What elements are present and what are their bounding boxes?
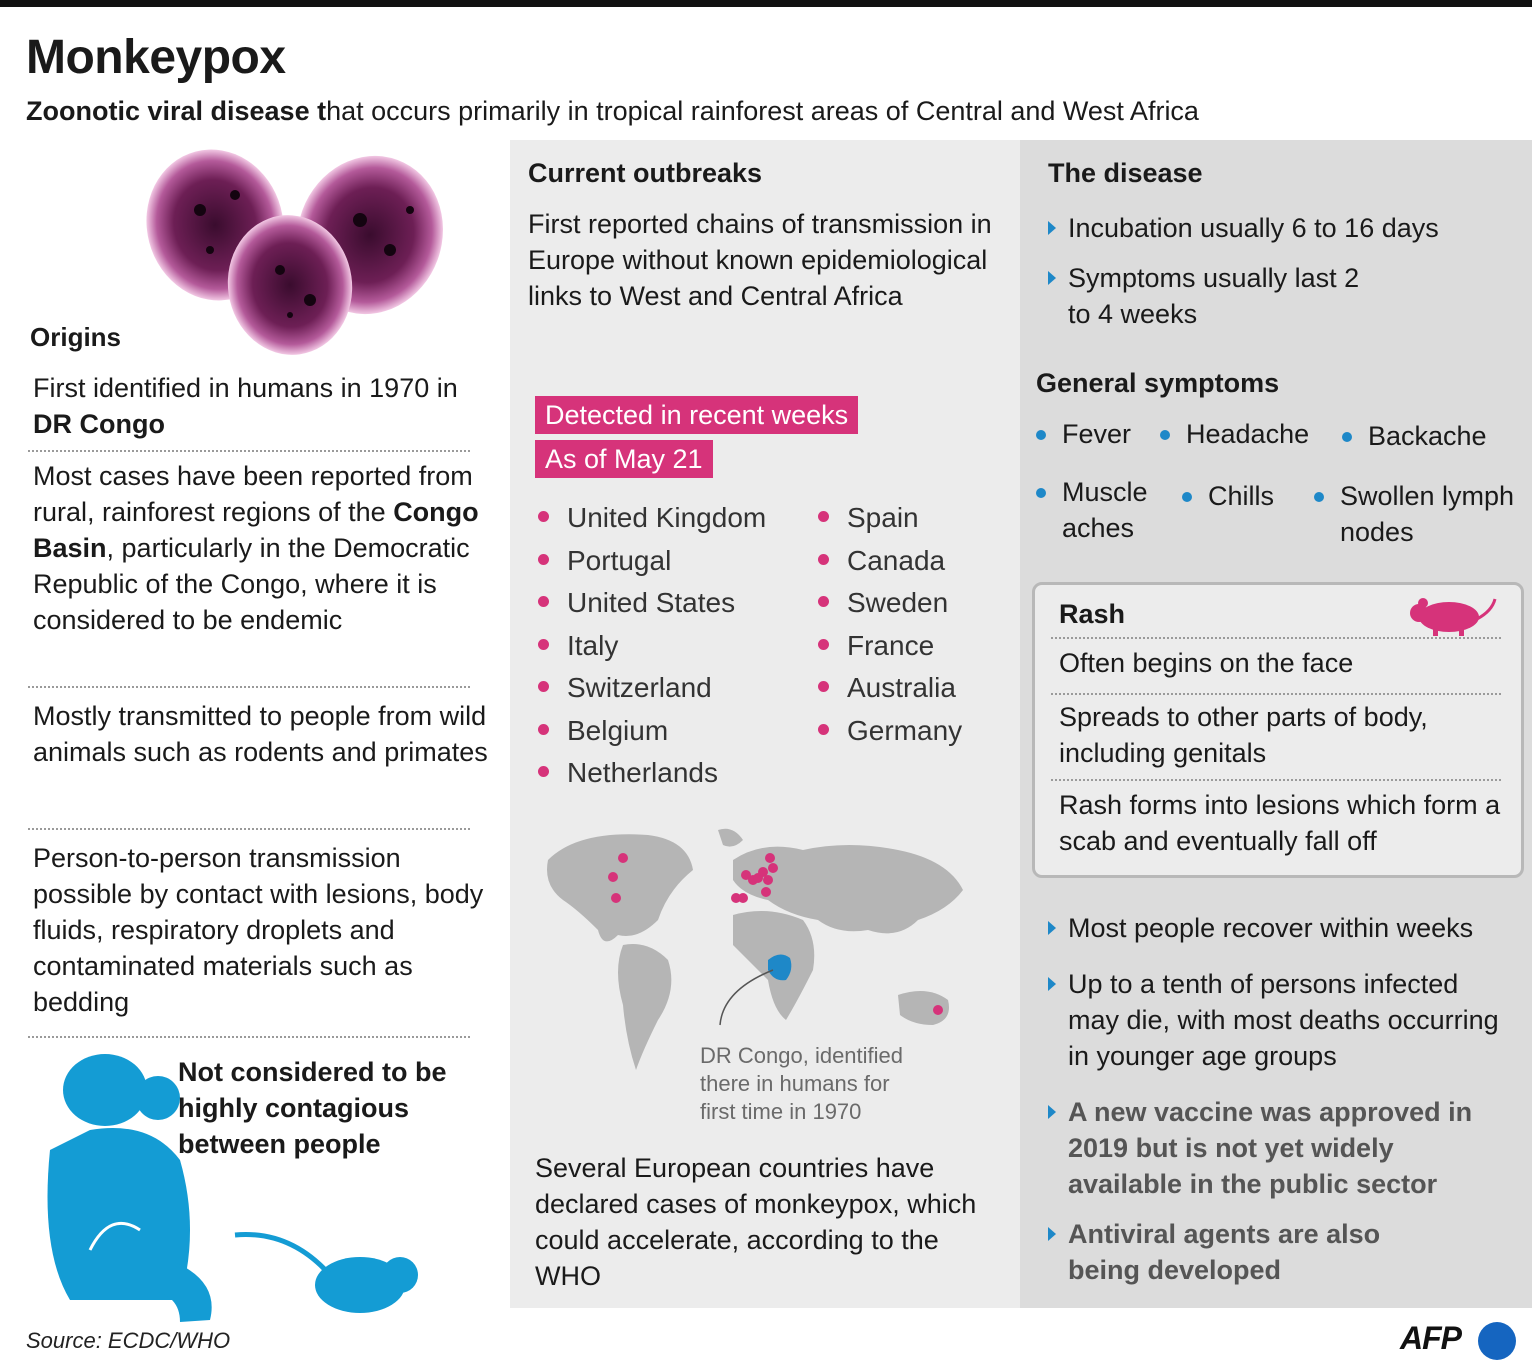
divider — [1051, 693, 1501, 695]
country-name: Belgium — [567, 714, 669, 746]
country-name: United Kingdom — [567, 502, 767, 533]
bullet-icon — [538, 681, 549, 692]
country-name: Germany — [847, 714, 963, 746]
outbreaks-heading: Current outbreaks — [528, 158, 763, 188]
disease-heading: The disease — [1048, 158, 1203, 188]
origins-para-4: Person-to-person transmission possible by contact with lesions, body fluids, respiratory droplets and contaminated materials such as bedding — [33, 843, 484, 1017]
divider — [1051, 779, 1501, 781]
origins-para-1-text: First identified in humans in 1970 in — [33, 373, 458, 403]
country-item — [538, 630, 618, 662]
origins-para-2 — [33, 458, 503, 638]
bullet-icon — [818, 724, 829, 735]
disease-item-incubation: Incubation usually 6 to 16 days — [1048, 210, 1528, 246]
subtitle-bold: Zoonotic viral disease t — [26, 96, 327, 126]
country-item — [538, 587, 735, 619]
country-name: Switzerland — [567, 672, 712, 703]
outcome-recovery: Most people recover within weeks — [1048, 910, 1528, 946]
country-name: France — [847, 629, 935, 661]
country-item — [538, 672, 712, 704]
treatment-vaccine: A new vaccine was approved in 2019 but is not yet widely available in the public sector — [1048, 1094, 1508, 1202]
country-item — [818, 587, 948, 619]
page-subtitle — [26, 96, 1199, 127]
symptom-backache: Backache — [1342, 418, 1487, 454]
country-item — [538, 757, 718, 789]
bullet-icon — [538, 554, 549, 565]
bullet-icon — [818, 639, 829, 650]
country-item — [818, 630, 934, 662]
country-item — [538, 715, 668, 747]
country-item — [818, 715, 962, 747]
rash-line-1: Often begins on the face — [1059, 648, 1354, 678]
origins-para-2-before: Most cases have been reported from rural, rainforest regions of the — [33, 461, 473, 527]
symptoms-heading: General symptoms — [1036, 368, 1280, 398]
country-name: Portugal — [567, 544, 672, 576]
symptom-fever: Fever — [1036, 416, 1131, 452]
country-name: Netherlands — [567, 757, 718, 788]
outcome-mortality: Up to a tenth of persons infected may die, with most deaths occurring in younger age groups — [1048, 966, 1508, 1074]
rodent-icon — [1407, 591, 1501, 637]
subtitle-rest: hat occurs primarily in tropical rainforest areas of Central and West Africa — [326, 96, 1199, 126]
country-item — [538, 545, 671, 577]
origins-para-2-after: , particularly in the Democratic Republic of the Congo, where it is considered to be endemic — [33, 533, 470, 635]
outbreaks-intro: First reported chains of transmission in Europe without known epidemiological links to West and Central Africa — [528, 209, 992, 311]
country-name: Sweden — [847, 587, 949, 618]
country-item — [818, 545, 945, 577]
top-bar — [0, 0, 1532, 7]
bullet-icon — [818, 554, 829, 565]
tag-detected: Detected in recent weeks — [535, 396, 858, 434]
divider — [28, 686, 470, 688]
afp-logo-dot — [1478, 1322, 1516, 1360]
rash-heading: Rash — [1059, 599, 1126, 629]
disease-item-duration: Symptoms usually last 2 to 4 weeks — [1048, 260, 1378, 332]
tag-date: As of May 21 — [535, 440, 713, 478]
country-item — [818, 502, 919, 534]
current-outbreaks-panel — [510, 140, 1020, 1308]
virus-particles-illustration — [140, 140, 450, 360]
bullet-icon — [818, 511, 829, 522]
origins-para-2-bold: Congo Basin — [33, 497, 479, 563]
map-note: DR Congo, identified there in humans for first time in 1970 — [700, 1043, 904, 1124]
page-title: Monkeypox — [26, 31, 286, 84]
contagious-note — [178, 1054, 478, 1162]
divider — [28, 828, 470, 830]
origins-para-1-bold: DR Congo — [33, 409, 165, 439]
contagious-text: Not considered to be highly contagious between people — [178, 1057, 447, 1159]
rash-line-2: Spreads to other parts of body, including genitals — [1059, 702, 1428, 768]
bullet-icon — [538, 639, 549, 650]
country-name: Canada — [847, 544, 946, 576]
rash-box — [1032, 582, 1524, 878]
country-name: Spain — [847, 502, 919, 533]
disease-panel — [1020, 140, 1532, 1308]
source-note: Source: ECDC/WHO — [26, 1328, 231, 1353]
bullet-icon — [538, 511, 549, 522]
bullet-icon — [538, 766, 549, 777]
bullet-icon — [538, 596, 549, 607]
symptom-chills: Chills — [1182, 478, 1274, 514]
symptom-muscle-aches: Muscle aches — [1036, 474, 1182, 546]
origins-para-3: Mostly transmitted to people from wild animals such as rodents and primates — [33, 701, 488, 767]
afp-logo: AFP — [1400, 1320, 1461, 1356]
divider — [1051, 637, 1501, 639]
bullet-icon — [818, 596, 829, 607]
divider — [28, 450, 470, 452]
country-item — [538, 502, 766, 534]
bullet-icon — [818, 681, 829, 692]
rash-line-3: Rash forms into lesions which form a scab and eventually fall off — [1059, 790, 1501, 856]
origins-para-1 — [33, 370, 503, 442]
divider — [28, 1036, 470, 1038]
country-name: Australia — [847, 672, 956, 703]
origins-heading: Origins — [30, 322, 122, 352]
symptom-swollen-lymph-nodes: Swollen lymph nodes — [1314, 478, 1530, 550]
treatment-antivirals: Antiviral agents are also being developed — [1048, 1216, 1408, 1288]
country-name: United States — [567, 587, 736, 618]
outbreaks-footer: Several European countries have declared cases of monkeypox, which could accelerate, according to the WHO — [535, 1153, 977, 1291]
country-item — [818, 672, 956, 704]
symptom-headache: Headache — [1160, 416, 1309, 452]
bullet-icon — [538, 724, 549, 735]
country-name: Italy — [567, 629, 619, 661]
